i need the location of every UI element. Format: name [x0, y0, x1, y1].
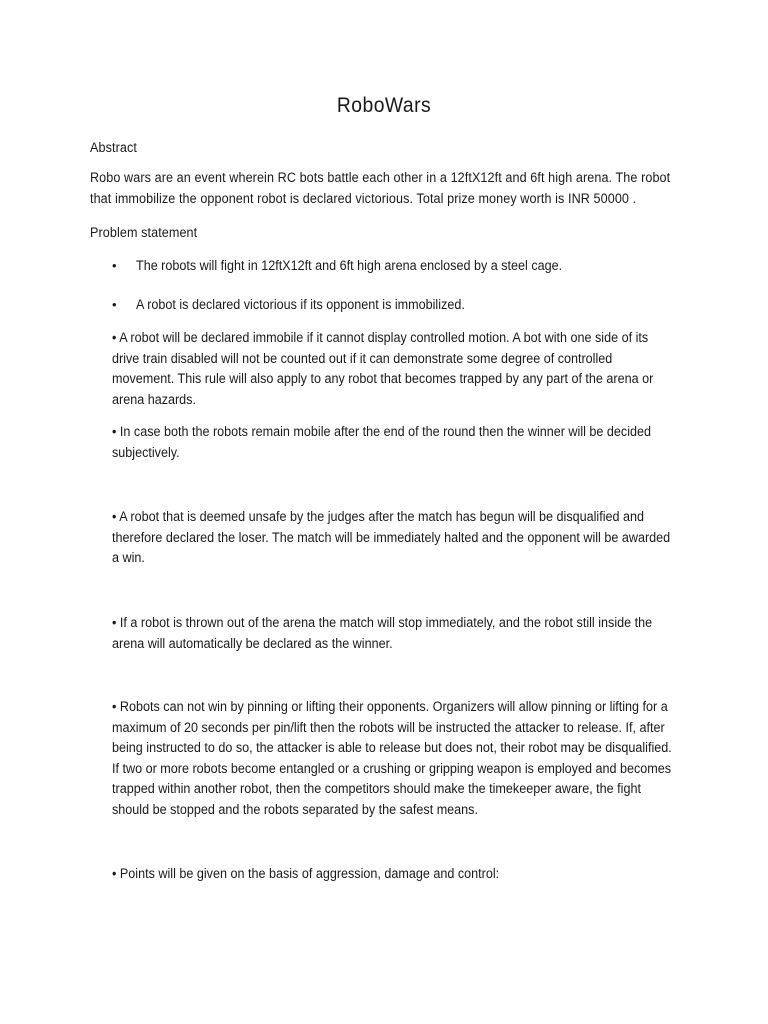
document-title: RoboWars: [336, 94, 432, 117]
rule-paragraph-thrown-out: • If a robot is thrown out of the arena the match will stop immediately, and the robot still inside the arena will automatically be declared as the winner.: [112, 615, 653, 651]
bullet-icon: •: [112, 297, 117, 312]
rule-paragraph-immobile: • A robot will be declared immobile if it cannot display controlled motion. A bot with one side of its drive train disabled will not be counted out if it can demonstrate some degree of controlled movement. This rule will also apply to any robot that becomes trapped by any part of the arena or arena hazards.: [112, 330, 654, 407]
rule-paragraph-pinning: • Robots can not win by pinning or lifting their opponents. Organizers will allow pinning or lifting for a maximum of 20 seconds per pin/lift then the robots will be instructed the attacker to release. If, after being instructed to do so, the attacker is able to release but does not, their robot may be disqualified. If two or more robots become entangled or a crushing or gripping weapon is employed and becomes trapped within another robot, then the competitors should make the timekeeper aware, the fight should be stopped and the robots separated by the safest means.: [112, 699, 672, 817]
bullet-text: A robot is declared victorious if its opponent is immobilized.: [136, 297, 465, 312]
bullet-icon: •: [112, 258, 117, 273]
rule-paragraph-points: • Points will be given on the basis of aggression, damage and control:: [112, 866, 500, 881]
abstract-heading: Abstract: [90, 140, 137, 155]
rule-paragraph-mobile: • In case both the robots remain mobile after the end of the round then the winner will be decided subjectively.: [112, 424, 652, 460]
bullet-text: The robots will fight in 12ftX12ft and 6ft high arena enclosed by a steel cage.: [136, 258, 563, 273]
rule-paragraph-unsafe: • A robot that is deemed unsafe by the judges after the match has begun will be disqualified and therefore declared the loser. The match will be immediately halted and the opponent will be awarded a win.: [112, 509, 671, 565]
abstract-paragraph: Robo wars are an event wherein RC bots battle each other in a 12ftX12ft and 6ft high arena. The robot that immobilize the opponent robot is declared victorious. Total prize money worth is INR 50000 .: [90, 170, 671, 206]
problem-statement-heading: Problem statement: [90, 225, 198, 240]
